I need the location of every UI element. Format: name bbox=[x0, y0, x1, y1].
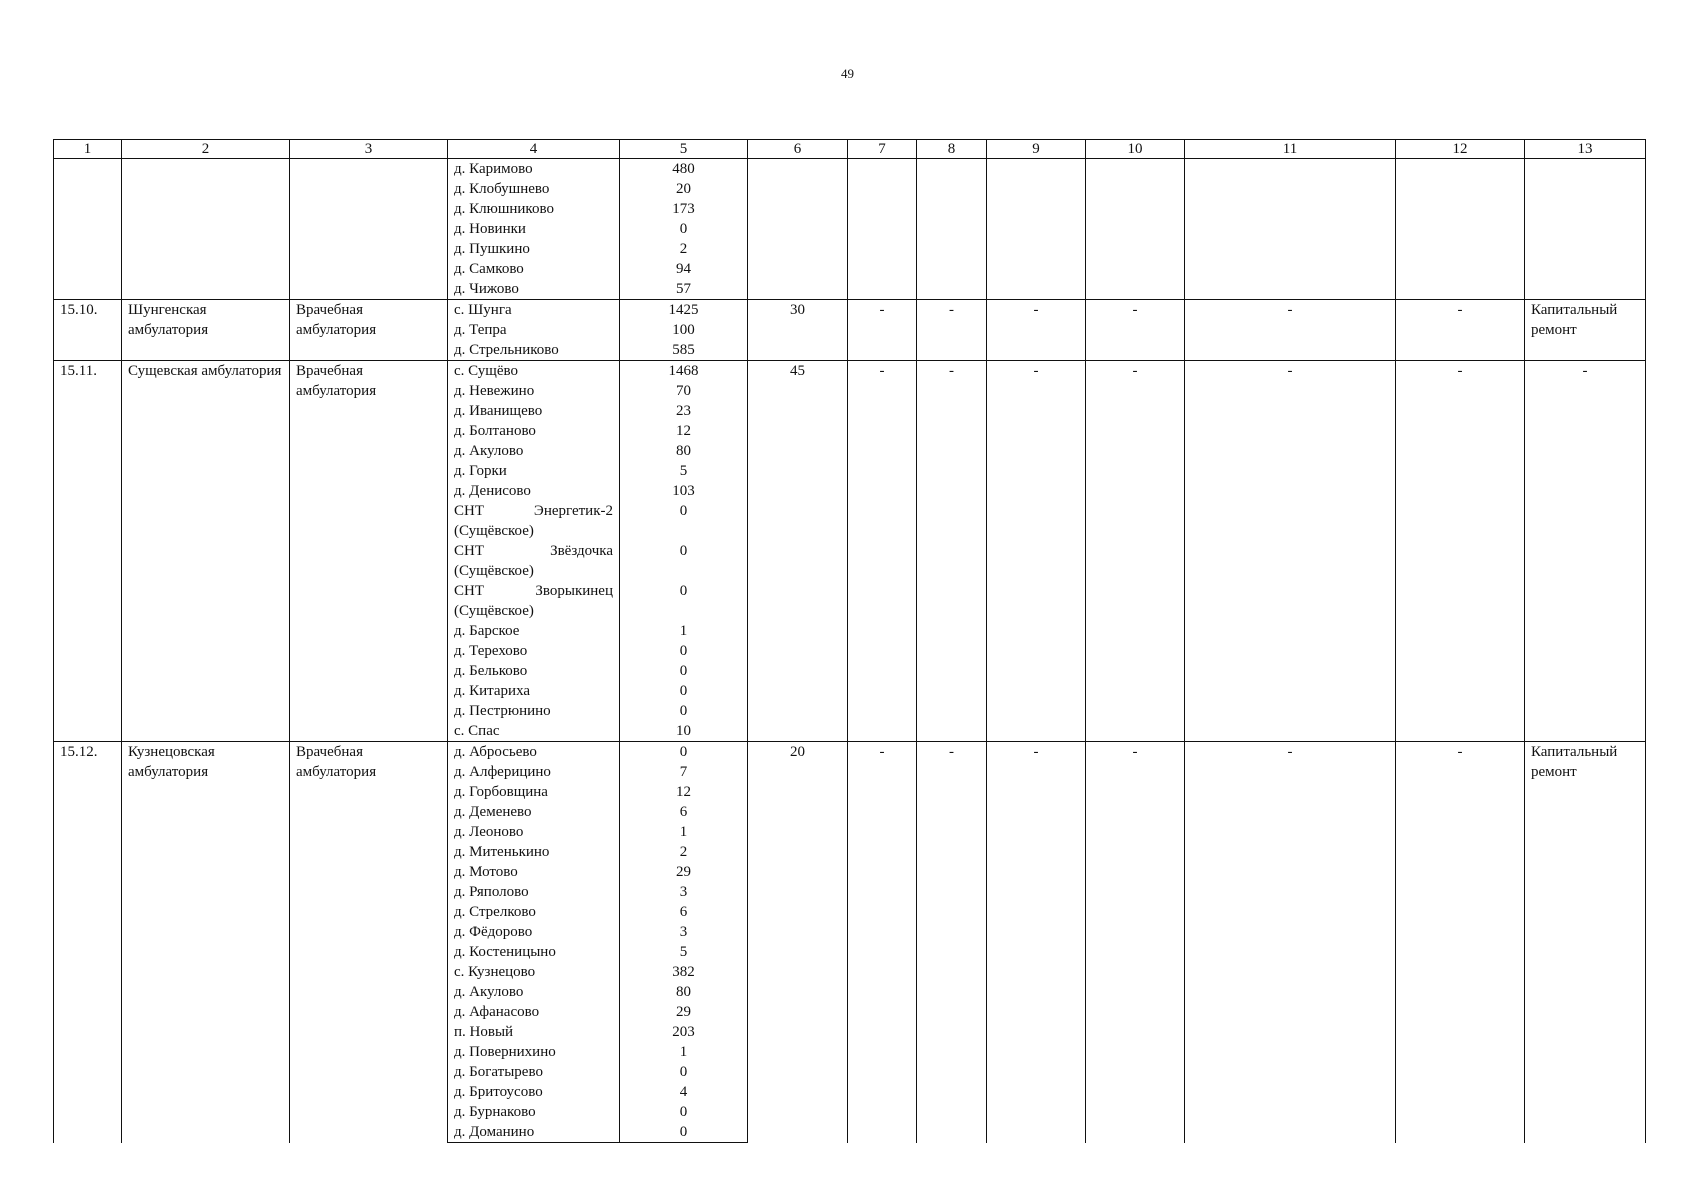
column-header: 9 bbox=[987, 140, 1086, 159]
population-value: 103 bbox=[620, 481, 748, 501]
column-header: 4 bbox=[448, 140, 620, 159]
column-10-value bbox=[1086, 159, 1185, 300]
facility-type: Врачебная амбулатория bbox=[290, 742, 448, 1143]
column-10-value: - bbox=[1086, 361, 1185, 742]
column-header: 8 bbox=[917, 140, 987, 159]
settlement-name: д. Фёдорово bbox=[448, 922, 620, 942]
settlement-name: д. Терехово bbox=[448, 641, 620, 661]
population-value: 7 bbox=[620, 762, 748, 782]
population-value: 80 bbox=[620, 441, 748, 461]
column-header: 6 bbox=[748, 140, 848, 159]
column-header: 12 bbox=[1396, 140, 1525, 159]
settlement-name-suffix: (Сущёвское) bbox=[454, 603, 534, 619]
facility-name bbox=[122, 159, 290, 300]
population-value: 5 bbox=[620, 942, 748, 962]
column-7-value: - bbox=[848, 300, 917, 361]
column-11-value: - bbox=[1185, 361, 1396, 742]
facility-name: Кузнецовская амбулатория bbox=[122, 742, 290, 1143]
column-10-value: - bbox=[1086, 300, 1185, 361]
settlement-name-suffix: (Сущёвское) bbox=[454, 563, 534, 579]
note-cell: - bbox=[1525, 361, 1646, 742]
population-value: 94 bbox=[620, 259, 748, 279]
settlement-name: с. Шунга bbox=[448, 300, 620, 321]
column-12-value: - bbox=[1396, 300, 1525, 361]
column-header: 2 bbox=[122, 140, 290, 159]
settlement-name: д. Повернихино bbox=[448, 1042, 620, 1062]
page-number: 49 bbox=[841, 66, 854, 81]
table-row bbox=[54, 742, 1646, 763]
settlement-name: д. Самково bbox=[448, 259, 620, 279]
capacity-value bbox=[748, 159, 848, 300]
settlement-name: д. Стрельниково bbox=[448, 340, 620, 361]
population-value: 1425 bbox=[620, 300, 748, 321]
settlement-name: д. Костеницыно bbox=[448, 942, 620, 962]
population-value: 4 bbox=[620, 1082, 748, 1102]
population-value: 20 bbox=[620, 179, 748, 199]
settlement-name: д. Абросьево bbox=[448, 742, 620, 763]
table-row bbox=[54, 159, 1646, 180]
settlement-name: д. Леоново bbox=[448, 822, 620, 842]
population-value: 57 bbox=[620, 279, 748, 300]
population-value: 1 bbox=[620, 621, 748, 641]
population-value: 0 bbox=[620, 1122, 748, 1143]
population-value: 0 bbox=[620, 581, 748, 621]
column-8-value: - bbox=[917, 361, 987, 742]
column-header: 11 bbox=[1185, 140, 1396, 159]
settlement-name: д. Доманино bbox=[448, 1122, 620, 1143]
settlement-name: д. Пушкино bbox=[448, 239, 620, 259]
population-value: 0 bbox=[620, 501, 748, 541]
column-9-value: - bbox=[987, 361, 1086, 742]
population-value: 29 bbox=[620, 862, 748, 882]
settlement-name-line: СНТ Зворыкинец bbox=[454, 583, 613, 599]
settlement-name: д. Митенькино bbox=[448, 842, 620, 862]
note-cell: Капитальный ремонт bbox=[1525, 300, 1646, 361]
settlement-name-line: СНТ Звёздочка bbox=[454, 543, 613, 559]
population-value: 0 bbox=[620, 1102, 748, 1122]
facility-number: 15.10. bbox=[54, 300, 122, 361]
facility-type: Врачебная амбулатория bbox=[290, 361, 448, 742]
settlement-name: д. Акулово bbox=[448, 982, 620, 1002]
settlement-name: д. Мотово bbox=[448, 862, 620, 882]
column-11-value: - bbox=[1185, 300, 1396, 361]
facilities-table bbox=[53, 139, 1646, 1143]
column-7-value bbox=[848, 159, 917, 300]
settlement-name: д. Бельково bbox=[448, 661, 620, 681]
population-value: 2 bbox=[620, 842, 748, 862]
population-value: 203 bbox=[620, 1022, 748, 1042]
settlement-name: с. Сущёво bbox=[448, 361, 620, 382]
settlement-name: с. Спас bbox=[448, 721, 620, 742]
column-header: 3 bbox=[290, 140, 448, 159]
table-row bbox=[54, 300, 1646, 321]
facility-name: Шунгенская амбулатория bbox=[122, 300, 290, 361]
population-value: 5 bbox=[620, 461, 748, 481]
settlement-name: д. Пестрюнино bbox=[448, 701, 620, 721]
population-value: 1468 bbox=[620, 361, 748, 382]
population-value: 0 bbox=[620, 219, 748, 239]
column-header: 10 bbox=[1086, 140, 1185, 159]
population-value: 0 bbox=[620, 681, 748, 701]
population-value: 0 bbox=[620, 541, 748, 581]
settlement-name: д. Каримово bbox=[448, 159, 620, 180]
population-value: 2 bbox=[620, 239, 748, 259]
population-value: 12 bbox=[620, 421, 748, 441]
column-9-value: - bbox=[987, 300, 1086, 361]
settlement-name: д. Тепра bbox=[448, 320, 620, 340]
population-value: 23 bbox=[620, 401, 748, 421]
column-7-value: - bbox=[848, 742, 917, 1143]
population-value: 10 bbox=[620, 721, 748, 742]
facility-number: 15.12. bbox=[54, 742, 122, 1143]
column-header: 7 bbox=[848, 140, 917, 159]
settlement-name: д. Горки bbox=[448, 461, 620, 481]
capacity-value: 45 bbox=[748, 361, 848, 742]
settlement-name: с. Кузнецово bbox=[448, 962, 620, 982]
population-value: 6 bbox=[620, 802, 748, 822]
settlement-name: д. Новинки bbox=[448, 219, 620, 239]
settlement-name: д. Акулово bbox=[448, 441, 620, 461]
column-11-value bbox=[1185, 159, 1396, 300]
population-value: 480 bbox=[620, 159, 748, 180]
settlement-name bbox=[448, 541, 620, 581]
settlement-name bbox=[448, 501, 620, 541]
facility-number bbox=[54, 159, 122, 300]
column-8-value: - bbox=[917, 300, 987, 361]
capacity-value: 30 bbox=[748, 300, 848, 361]
settlement-name: д. Невежино bbox=[448, 381, 620, 401]
column-11-value: - bbox=[1185, 742, 1396, 1143]
settlement-name: д. Барское bbox=[448, 621, 620, 641]
population-value: 80 bbox=[620, 982, 748, 1002]
column-12-value: - bbox=[1396, 742, 1525, 1143]
population-value: 3 bbox=[620, 922, 748, 942]
column-header: 5 bbox=[620, 140, 748, 159]
column-9-value: - bbox=[987, 742, 1086, 1143]
facility-type bbox=[290, 159, 448, 300]
column-10-value: - bbox=[1086, 742, 1185, 1143]
column-7-value: - bbox=[848, 361, 917, 742]
facility-name: Сущевская амбулатория bbox=[122, 361, 290, 742]
column-12-value: - bbox=[1396, 361, 1525, 742]
population-value: 0 bbox=[620, 701, 748, 721]
settlement-name: п. Новый bbox=[448, 1022, 620, 1042]
population-value: 0 bbox=[620, 661, 748, 681]
settlement-name: д. Клобушнево bbox=[448, 179, 620, 199]
population-value: 173 bbox=[620, 199, 748, 219]
settlement-name: д. Алферицино bbox=[448, 762, 620, 782]
settlement-name: д. Бурнаково bbox=[448, 1102, 620, 1122]
column-8-value bbox=[917, 159, 987, 300]
table-row bbox=[54, 361, 1646, 382]
population-value: 29 bbox=[620, 1002, 748, 1022]
population-value: 100 bbox=[620, 320, 748, 340]
population-value: 12 bbox=[620, 782, 748, 802]
settlement-name: д. Ряполово bbox=[448, 882, 620, 902]
settlement-name: д. Денисово bbox=[448, 481, 620, 501]
settlement-name: д. Болтаново bbox=[448, 421, 620, 441]
population-value: 6 bbox=[620, 902, 748, 922]
population-value: 1 bbox=[620, 1042, 748, 1062]
population-value: 3 bbox=[620, 882, 748, 902]
population-value: 0 bbox=[620, 1062, 748, 1082]
settlement-name: д. Иванищево bbox=[448, 401, 620, 421]
population-value: 70 bbox=[620, 381, 748, 401]
population-value: 382 bbox=[620, 962, 748, 982]
settlement-name-line: СНТ Энергетик-2 bbox=[454, 503, 613, 519]
note-cell bbox=[1525, 159, 1646, 300]
settlement-name bbox=[448, 581, 620, 621]
settlement-name: д. Клюшниково bbox=[448, 199, 620, 219]
column-header: 13 bbox=[1525, 140, 1646, 159]
column-header: 1 bbox=[54, 140, 122, 159]
settlement-name: д. Богатырево bbox=[448, 1062, 620, 1082]
population-value: 0 bbox=[620, 742, 748, 763]
table-body bbox=[54, 159, 1646, 1143]
settlement-name: д. Афанасово bbox=[448, 1002, 620, 1022]
population-value: 585 bbox=[620, 340, 748, 361]
capacity-value: 20 bbox=[748, 742, 848, 1143]
population-value: 1 bbox=[620, 822, 748, 842]
settlement-name: д. Чижово bbox=[448, 279, 620, 300]
settlement-name: д. Стрелково bbox=[448, 902, 620, 922]
column-8-value: - bbox=[917, 742, 987, 1143]
column-9-value bbox=[987, 159, 1086, 300]
column-12-value bbox=[1396, 159, 1525, 300]
settlement-name: д. Китариха bbox=[448, 681, 620, 701]
population-value: 0 bbox=[620, 641, 748, 661]
facility-type: Врачебная амбулатория bbox=[290, 300, 448, 361]
settlement-name: д. Деменево bbox=[448, 802, 620, 822]
settlement-name: д. Бритоусово bbox=[448, 1082, 620, 1102]
settlement-name: д. Горбовщина bbox=[448, 782, 620, 802]
facility-number: 15.11. bbox=[54, 361, 122, 742]
note-cell: Капитальный ремонт bbox=[1525, 742, 1646, 1143]
settlement-name-suffix: (Сущёвское) bbox=[454, 523, 534, 539]
header-row bbox=[54, 140, 1646, 159]
